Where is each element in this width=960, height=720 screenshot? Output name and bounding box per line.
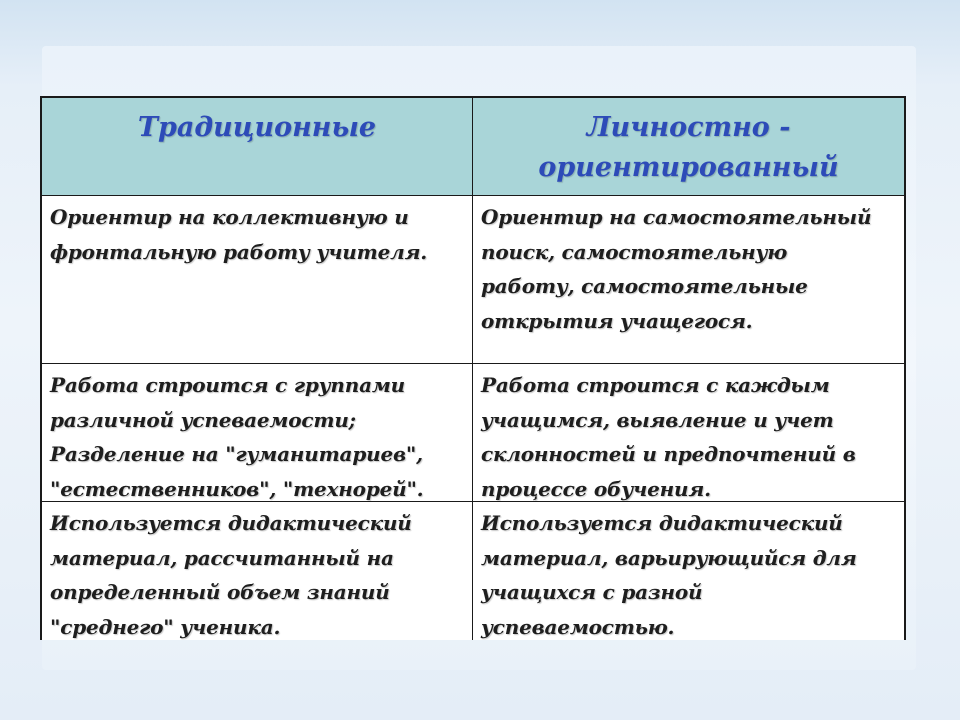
cell-text-line: работу, самостоятельные <box>481 274 808 298</box>
cell-text-line: процессе обучения. <box>481 476 711 501</box>
cell-text-line: "среднего" ученика. <box>50 614 281 639</box>
table-cell-row1-personal <box>473 196 904 364</box>
cell-text-line: определенный объем знаний <box>50 580 390 604</box>
cell-text-line: поиск, самостоятельную <box>481 239 788 264</box>
cell-text-line: Работа строится с каждым <box>481 373 830 397</box>
cell-text-line: склонностей и предпочтений в <box>481 442 856 466</box>
cell-text-line: Используется дидактический <box>50 511 412 535</box>
cell-text-line: открытия учащегося. <box>481 308 753 333</box>
cell-text-line: различной успеваемости; <box>50 407 356 432</box>
comparison-table <box>40 96 906 640</box>
table-cell-row3-traditional <box>42 502 473 640</box>
table-cell-row2-traditional <box>42 364 473 502</box>
header-personal-oriented-line-1: Личностно - <box>586 112 791 143</box>
table-cell-row2-personal <box>473 364 904 502</box>
cell-text-line: Работа строится с группами <box>50 373 406 397</box>
cell-text-line: Разделение на "гуманитариев", <box>50 442 423 466</box>
header-personal-oriented <box>473 98 904 196</box>
header-personal-oriented-line-2: ориентированный <box>538 152 839 183</box>
cell-text-line: материал, варьирующийся для <box>481 545 857 570</box>
cell-text-line: "естественников", "технорей". <box>50 476 424 501</box>
header-traditional <box>42 98 473 196</box>
table-cell-row3-personal <box>473 502 904 640</box>
cell-text-line: Ориентир на коллективную и <box>50 205 409 229</box>
header-traditional-label: Традиционные <box>137 112 377 143</box>
table-cell-row1-traditional <box>42 196 473 364</box>
cell-text-line: Используется дидактический <box>481 511 843 535</box>
cell-text-line: учащихся с разной <box>481 580 703 604</box>
cell-text-line: учащимся, выявление и учет <box>481 407 834 432</box>
cell-text-line: материал, рассчитанный на <box>50 545 394 570</box>
cell-text-line: успеваемостью. <box>481 614 675 639</box>
cell-text-line: фронтальную работу учителя. <box>50 239 428 264</box>
cell-text-line: Ориентир на самостоятельный <box>481 205 872 229</box>
